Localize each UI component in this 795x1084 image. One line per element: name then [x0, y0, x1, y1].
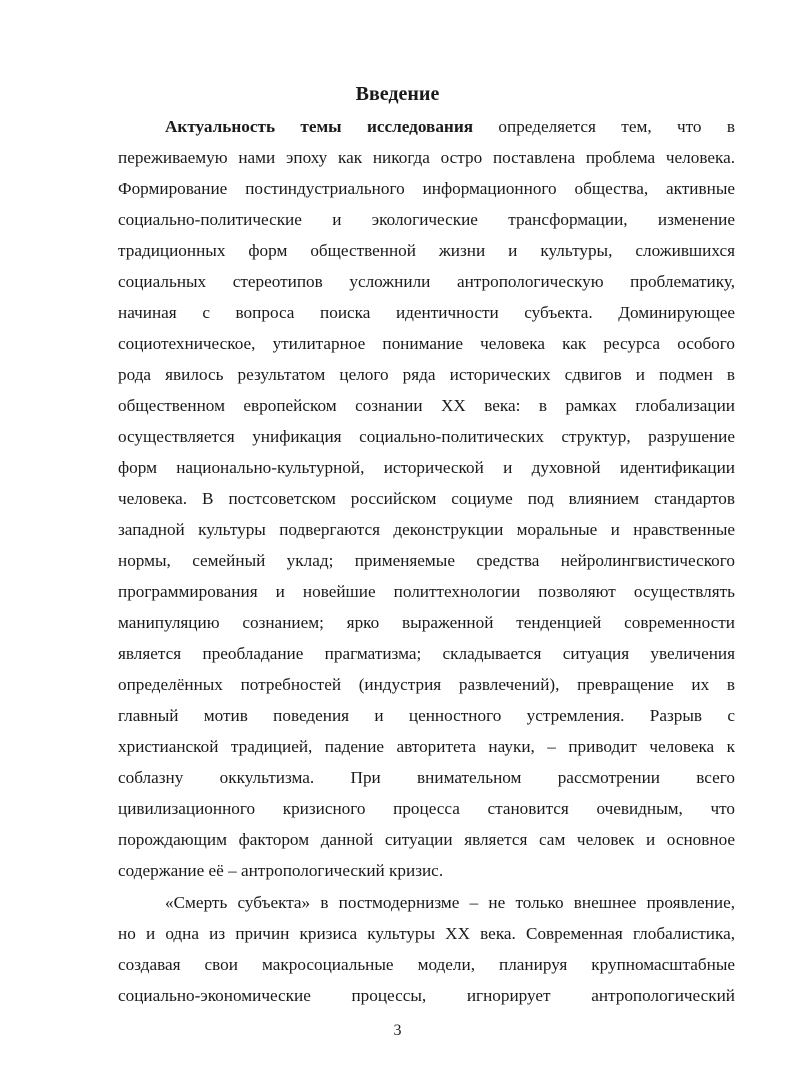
text-line: манипуляцию сознанием; ярко выраженной тенденцией современности [118, 613, 735, 632]
text-line: западной культуры подвергаются деконструкции моральные и нравственные [118, 520, 735, 539]
text-line: порождающим фактором данной ситуации является сам человек и основное [118, 830, 735, 849]
text-line: программирования и новейшие политтехнологии позволяют осуществлять [118, 582, 735, 601]
text-line: социотехническое, утилитарное понимание человека как ресурса особого [118, 334, 735, 353]
text-line: социальных стереотипов усложнили антропологическую проблематику, [118, 272, 735, 291]
page-number: 3 [393, 1022, 402, 1039]
text-line: социально-политические и экологические трансформации, изменение [118, 210, 735, 229]
text-line: переживаемую нами эпоху как никогда остро поставлена проблема человека. [118, 148, 735, 167]
text-line: соблазну оккультизма. При внимательном рассмотрении всего [118, 768, 735, 787]
text-line: нормы, семейный уклад; применяемые средства нейролингвистического [118, 551, 735, 570]
lead-phrase: Актуальность темы исследования [165, 117, 474, 136]
text-line: человека. В постсоветском российском социуме под влиянием стандартов [118, 489, 735, 508]
text-line: является преобладание прагматизма; складывается ситуация увеличения [118, 644, 735, 663]
text-line: христианской традицией, падение авторитета науки, – приводит человека к [118, 737, 735, 756]
text-line: содержание её – антропологический кризис. [118, 861, 444, 880]
text-line: социально-экономические процессы, игнорирует антропологический [118, 986, 735, 1005]
text-line: Формирование постиндустриального информационного общества, активные [118, 179, 735, 198]
text-line: главный мотив поведения и ценностного устремления. Разрыв с [118, 706, 735, 725]
text-line: но и одна из причин кризиса культуры XX века. Современная глобалистика, [118, 924, 735, 943]
text-line: общественном европейском сознании XX века: в рамках глобализации [118, 396, 735, 415]
text-line: Актуальность темы исследования определяется тем, что в [165, 117, 736, 136]
text-line: «Смерть субъекта» в постмодернизме – не только внешнее проявление, [165, 893, 735, 912]
text-line: традиционных форм общественной жизни и культуры, сложившихся [118, 241, 735, 260]
text-line: рода явилось результатом целого ряда исторических сдвигов и подмен в [118, 365, 735, 384]
text-line: определённых потребностей (индустрия развлечений), превращение их в [118, 675, 735, 694]
text-line: создавая свои макросоциальные модели, планируя крупномасштабные [118, 955, 735, 974]
text-line: форм национально-культурной, исторической и духовной идентификации [118, 458, 735, 477]
text-line: осуществляется унификация социально-политических структур, разрушение [118, 427, 735, 446]
text-line: цивилизационного кризисного процесса становится очевидным, что [118, 799, 735, 818]
text-line: начиная с вопроса поиска идентичности субъекта. Доминирующее [118, 303, 735, 322]
page-title: Введение [355, 83, 440, 105]
